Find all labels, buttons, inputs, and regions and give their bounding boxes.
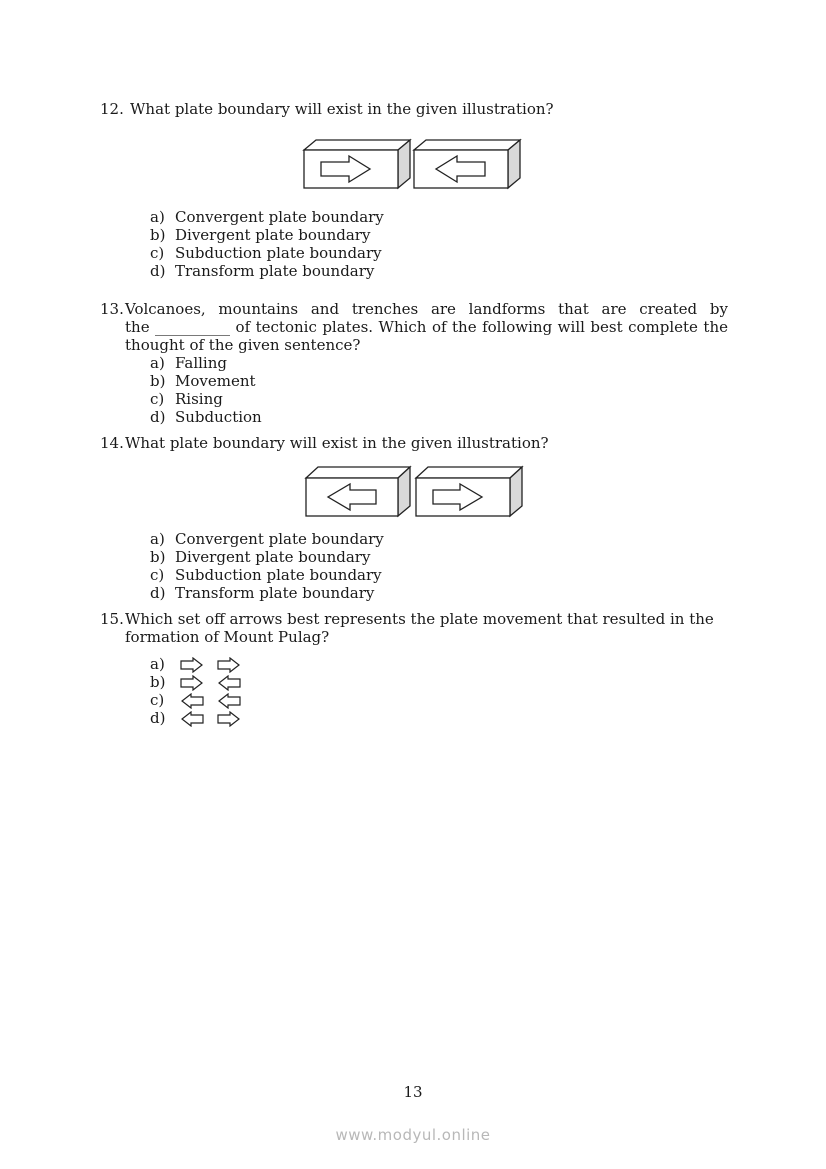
option-a[interactable]: a) Convergent plate boundary [150, 208, 384, 226]
option-d[interactable]: d) Transform plate boundary [150, 262, 375, 280]
option-b[interactable]: b) Divergent plate boundary [150, 548, 371, 566]
left-arrow-icon [180, 711, 204, 727]
option-b[interactable]: b) [150, 673, 250, 691]
left-arrow-icon [180, 693, 204, 709]
options-14 [150, 530, 384, 602]
option-a[interactable]: a) Falling [150, 354, 227, 372]
plate-illustration-14 [302, 464, 528, 518]
question-number: 13. [100, 300, 124, 318]
page-number: 13 [403, 1083, 423, 1101]
options-12 [150, 208, 384, 280]
options-13 [150, 354, 262, 426]
plate-illustration-12 [300, 138, 526, 192]
question-number: 12. [100, 100, 124, 118]
option-c[interactable]: c) [150, 691, 250, 709]
question-number: 14. [100, 434, 124, 452]
question-text-line-2: formation of Mount Pulag? [125, 628, 330, 646]
option-b[interactable]: b) Divergent plate boundary [150, 226, 371, 244]
right-arrow-icon [217, 711, 241, 727]
option-c[interactable]: c) Subduction plate boundary [150, 244, 382, 262]
option-a[interactable]: a) [150, 655, 250, 673]
question-number: 15. [100, 610, 124, 628]
option-d[interactable]: d) Transform plate boundary [150, 584, 375, 602]
question-text-line-2: the __________ of tectonic plates. Which of the following will best complete the [125, 318, 728, 336]
question-text: What plate boundary will exist in the given illustration? [130, 100, 554, 118]
left-arrow-icon [217, 675, 241, 691]
option-a[interactable]: a) Convergent plate boundary [150, 530, 384, 548]
question-13 [100, 300, 728, 354]
option-d[interactable]: d) Subduction [150, 408, 262, 426]
question-text-line-3: thought of the given sentence? [125, 336, 361, 354]
option-b[interactable]: b) Movement [150, 372, 256, 390]
question-text-line-1: Which set off arrows best represents the plate movement that resulted in the [125, 610, 714, 628]
right-arrow-icon [180, 675, 204, 691]
left-arrow-icon [217, 693, 241, 709]
option-c[interactable]: c) Rising [150, 390, 223, 408]
question-text: What plate boundary will exist in the given illustration? [125, 434, 549, 452]
question-text-line-1: Volcanoes, mountains and trenches are landforms that are created by [125, 300, 728, 318]
question-15 [100, 610, 728, 646]
option-d[interactable]: d) [150, 709, 250, 727]
watermark: www.modyul.online [335, 1126, 491, 1144]
right-arrow-icon [217, 657, 241, 673]
option-c[interactable]: c) Subduction plate boundary [150, 566, 382, 584]
right-arrow-icon [180, 657, 204, 673]
